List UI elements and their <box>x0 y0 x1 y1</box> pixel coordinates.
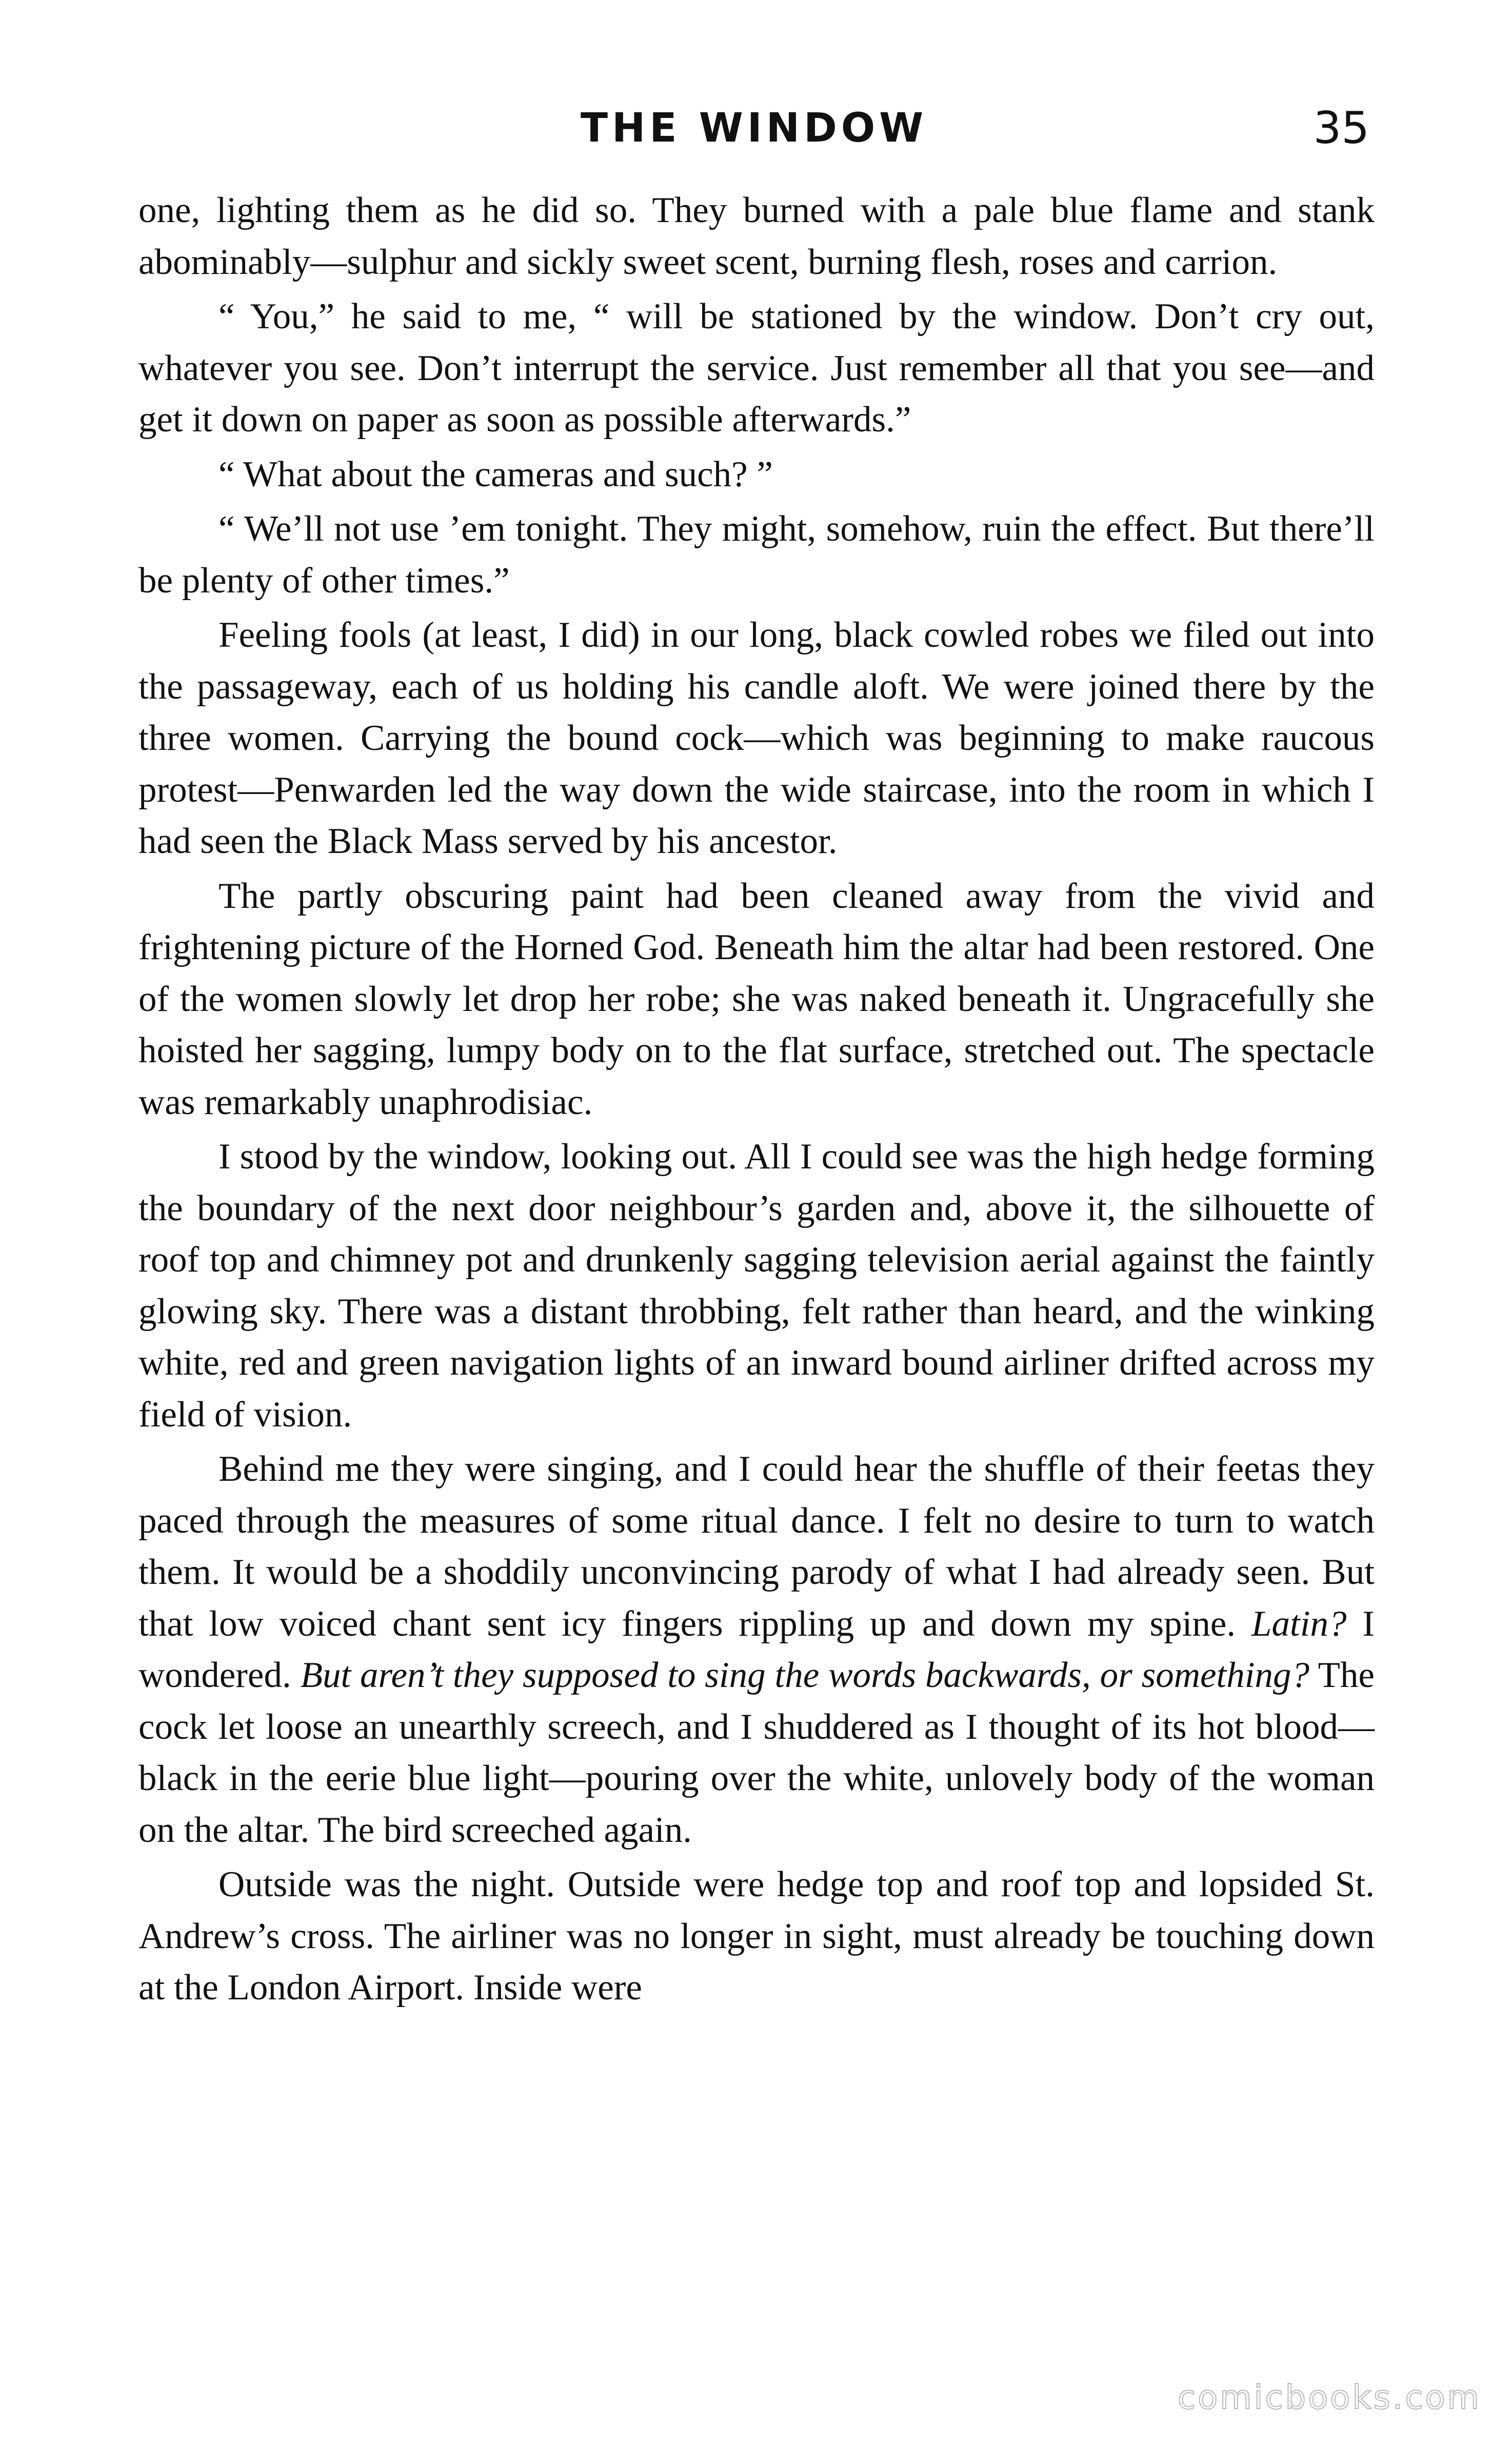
body-text <box>138 185 1375 2014</box>
paragraph-5: Feeling fools (at least, I did) in our long, black cowled robes we filed out into the passageway, each of us holding his candle aloft. We were joined there by the three women. Carrying the bound cock—which was beginning to make raucous protest—Penwarden led the way down the wide staircase, into the room in which I had seen the Black Mass served by his ancestor. <box>138 615 1375 861</box>
watermark: comicbooks.com <box>1177 2379 1481 2417</box>
paragraph-2: “ You,” he said to me, “ will be stationed by the window. Don’t cry out, whatever you see. Don’t interrupt the service. Just remember all that you see—and get it down on paper as soon as possible afterwards.” <box>138 296 1375 440</box>
paragraph-8 <box>138 1443 1375 1856</box>
paragraph-8-italic-backwards: But aren’t they supposed to sing the words backwards, or something? <box>300 1655 1310 1695</box>
paragraph-4: “ We’ll not use ’em tonight. They might, somehow, ruin the effect. But there’ll be plenty of other times.” <box>138 509 1375 601</box>
page-number: 35 <box>1313 103 1369 154</box>
page-header <box>138 97 1369 159</box>
paragraph-8-text-b: I wondered. <box>138 1603 1375 1695</box>
paragraph-9: Outside was the night. Outside were hedge top and roof top and lopsided St. Andrew’s cross. The airliner was no longer in sight, must already be touching down at the London Airport. Inside were <box>138 1864 1375 2008</box>
paragraph-8-text-a: Behind me they were singing, and I could hear the shuffle of their feetas they paced through the measures of some ritual dance. I felt no desire to turn to watch them. It would be a shoddily unconvincing parody of what I had already seen. But that low voiced chant sent icy fingers rippling up and down my spine. <box>138 1449 1375 1644</box>
paragraph-1: one, lighting them as he did so. They burned with a pale blue flame and stank abominably—sulphur and sickly sweet scent, burning flesh, roses and carrion. <box>138 190 1375 282</box>
paragraph-8-italic-latin: Latin? <box>1251 1603 1347 1644</box>
paragraph-3: “ What about the cameras and such? ” <box>218 454 773 494</box>
paragraph-7: I stood by the window, looking out. All I could see was the high hedge forming the boundary of the next door neighbour’s garden and, above it, the silhouette of roof top and chimney pot and drunkenly sagging television aerial against the faintly glowing sky. There was a distant throbbing, felt rather than heard, and the winking white, red and green navigation lights of an inward bound airliner drifted across my field of vision. <box>138 1137 1375 1435</box>
paragraph-6: The partly obscuring paint had been cleaned away from the vivid and frightening picture of the Horned God. Beneath him the altar had been restored. One of the women slowly let drop her robe; she was naked beneath it. Ungracefully she hoisted her sagging, lumpy body on to the flat surface, stretched out. The spectacle was remarkably unaphrodisiac. <box>138 876 1375 1122</box>
running-title: THE WINDOW <box>580 105 928 151</box>
paragraph-8-text-c: The cock let loose an unearthly screech, and I shuddered as I thought of its hot blood—black in the eerie blue light—pouring over the white, unlovely body of the woman on the altar. The bird screeched again. <box>138 1655 1375 1850</box>
